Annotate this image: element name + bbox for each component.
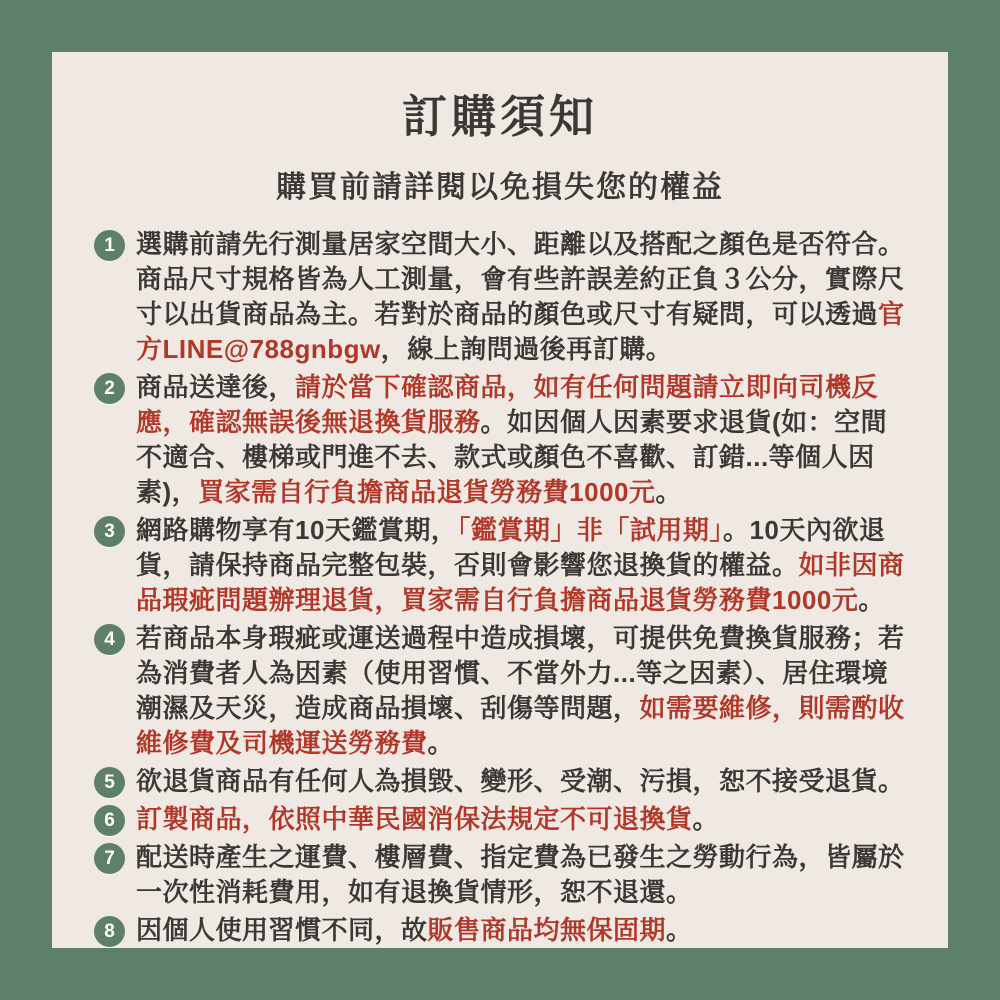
notice-segment: 因個人使用習慣不同，故	[136, 915, 428, 945]
notice-segment: 。	[858, 585, 885, 615]
notice-text	[136, 913, 693, 948]
notice-item	[94, 621, 908, 761]
notice-item	[94, 913, 908, 948]
notice-number: 3	[104, 520, 115, 542]
notice-text	[136, 370, 908, 510]
notice-item	[94, 802, 908, 837]
notice-segment: 。	[427, 728, 455, 758]
notice-number-badge	[94, 767, 125, 798]
notice-segment: 欲退貨商品有任何人為損毀、變形、受潮、污損，恕不接受退貨。	[136, 766, 905, 796]
notice-number: 1	[104, 234, 115, 256]
page-title: 訂購須知	[401, 91, 598, 142]
notice-segment: ，線上詢問過後再訂購。	[380, 334, 673, 364]
page-subtitle: 購買前請詳閱以免損失您的權益	[276, 171, 724, 204]
notice-segment: 。	[692, 804, 720, 834]
notice-number: 7	[104, 847, 115, 869]
notice-segment: 。10天內欲退貨，請保持商品完整包裝，否則會影響您退換貨的權益。	[136, 515, 886, 580]
notice-text	[136, 227, 908, 367]
notice-item	[94, 513, 908, 618]
notice-panel	[52, 52, 948, 948]
notice-number-badge	[94, 805, 125, 836]
notice-segment: 訂製商品，依照中華民國消保法規定不可退換貨	[136, 804, 693, 834]
notice-segment: 請於當下確認商品，如有任何問題請立即向司機反應，確認無誤後無退換貨服務	[136, 372, 879, 437]
notice-number-badge	[94, 843, 125, 874]
notice-number: 4	[104, 628, 115, 650]
notice-text	[136, 764, 905, 799]
notice-number-badge	[94, 516, 125, 547]
notice-segment: 官方LINE@788gnbgw	[136, 299, 905, 364]
notice-segment: 網路購物享有10天鑑賞期，	[136, 515, 458, 545]
notice-number: 5	[104, 771, 115, 793]
notice-item	[94, 840, 908, 910]
notice-segment: 「鑑賞期」非「試用期」	[457, 515, 723, 545]
notice-segment: 若商品本身瑕疵或運送過程中造成損壞，可提供免費換貨服務；若為消費者人為因素（使用習慣、不當外力...等之因素）、居住環境潮濕及天災，造成商品損壞、刮傷等問題，	[136, 623, 905, 723]
notice-segment: 販售商品均無保固期	[427, 915, 667, 945]
notice-segment: 如非因商品瑕疵問題辦理退貨，買家需自行負擔商品退貨勞務費1000元	[136, 550, 905, 615]
notice-segment: 如需要維修，則需酌收維修費及司機運送勞務費	[136, 693, 905, 758]
notice-segment: 。	[655, 477, 683, 507]
notice-text	[136, 513, 908, 618]
notice-number-badge	[94, 624, 125, 655]
notice-number-badge	[94, 230, 125, 261]
notice-number: 2	[104, 377, 115, 399]
notice-segment: 選購前請先行測量居家空間大小、距離以及搭配之顏色是否符合。商品尺寸規格皆為人工測量，會有些許誤差約正負３公分，實際尺寸以出貨商品為主。若對於商品的顏色或尺寸有疑問，可以透過	[136, 229, 905, 329]
notice-text	[136, 802, 719, 837]
notice-segment: 。	[666, 915, 693, 945]
notice-number: 6	[104, 809, 115, 831]
notice-number-badge	[94, 373, 125, 404]
notice-segment: 。如因個人因素要求退貨(如：空間不適合、樓梯或門進不去、款式或顏色不喜歡、訂錯...等個人因素)，	[136, 407, 888, 507]
notice-segment: 商品送達後，	[136, 372, 296, 402]
notice-number: 8	[104, 920, 115, 942]
notice-segment: 買家需自行負擔商品退貨勞務費1000元	[198, 477, 656, 507]
notice-number-badge	[94, 916, 125, 947]
notice-list	[94, 227, 908, 948]
notice-text	[136, 840, 908, 910]
notice-text	[136, 621, 908, 761]
notice-item	[94, 764, 908, 799]
notice-segment: 配送時產生之運費、樓層費、指定費為已發生之勞動行為，皆屬於一次性消耗費用，如有退換貨情形，恕不退還。	[136, 842, 905, 907]
notice-item	[94, 227, 908, 367]
notice-item	[94, 370, 908, 510]
